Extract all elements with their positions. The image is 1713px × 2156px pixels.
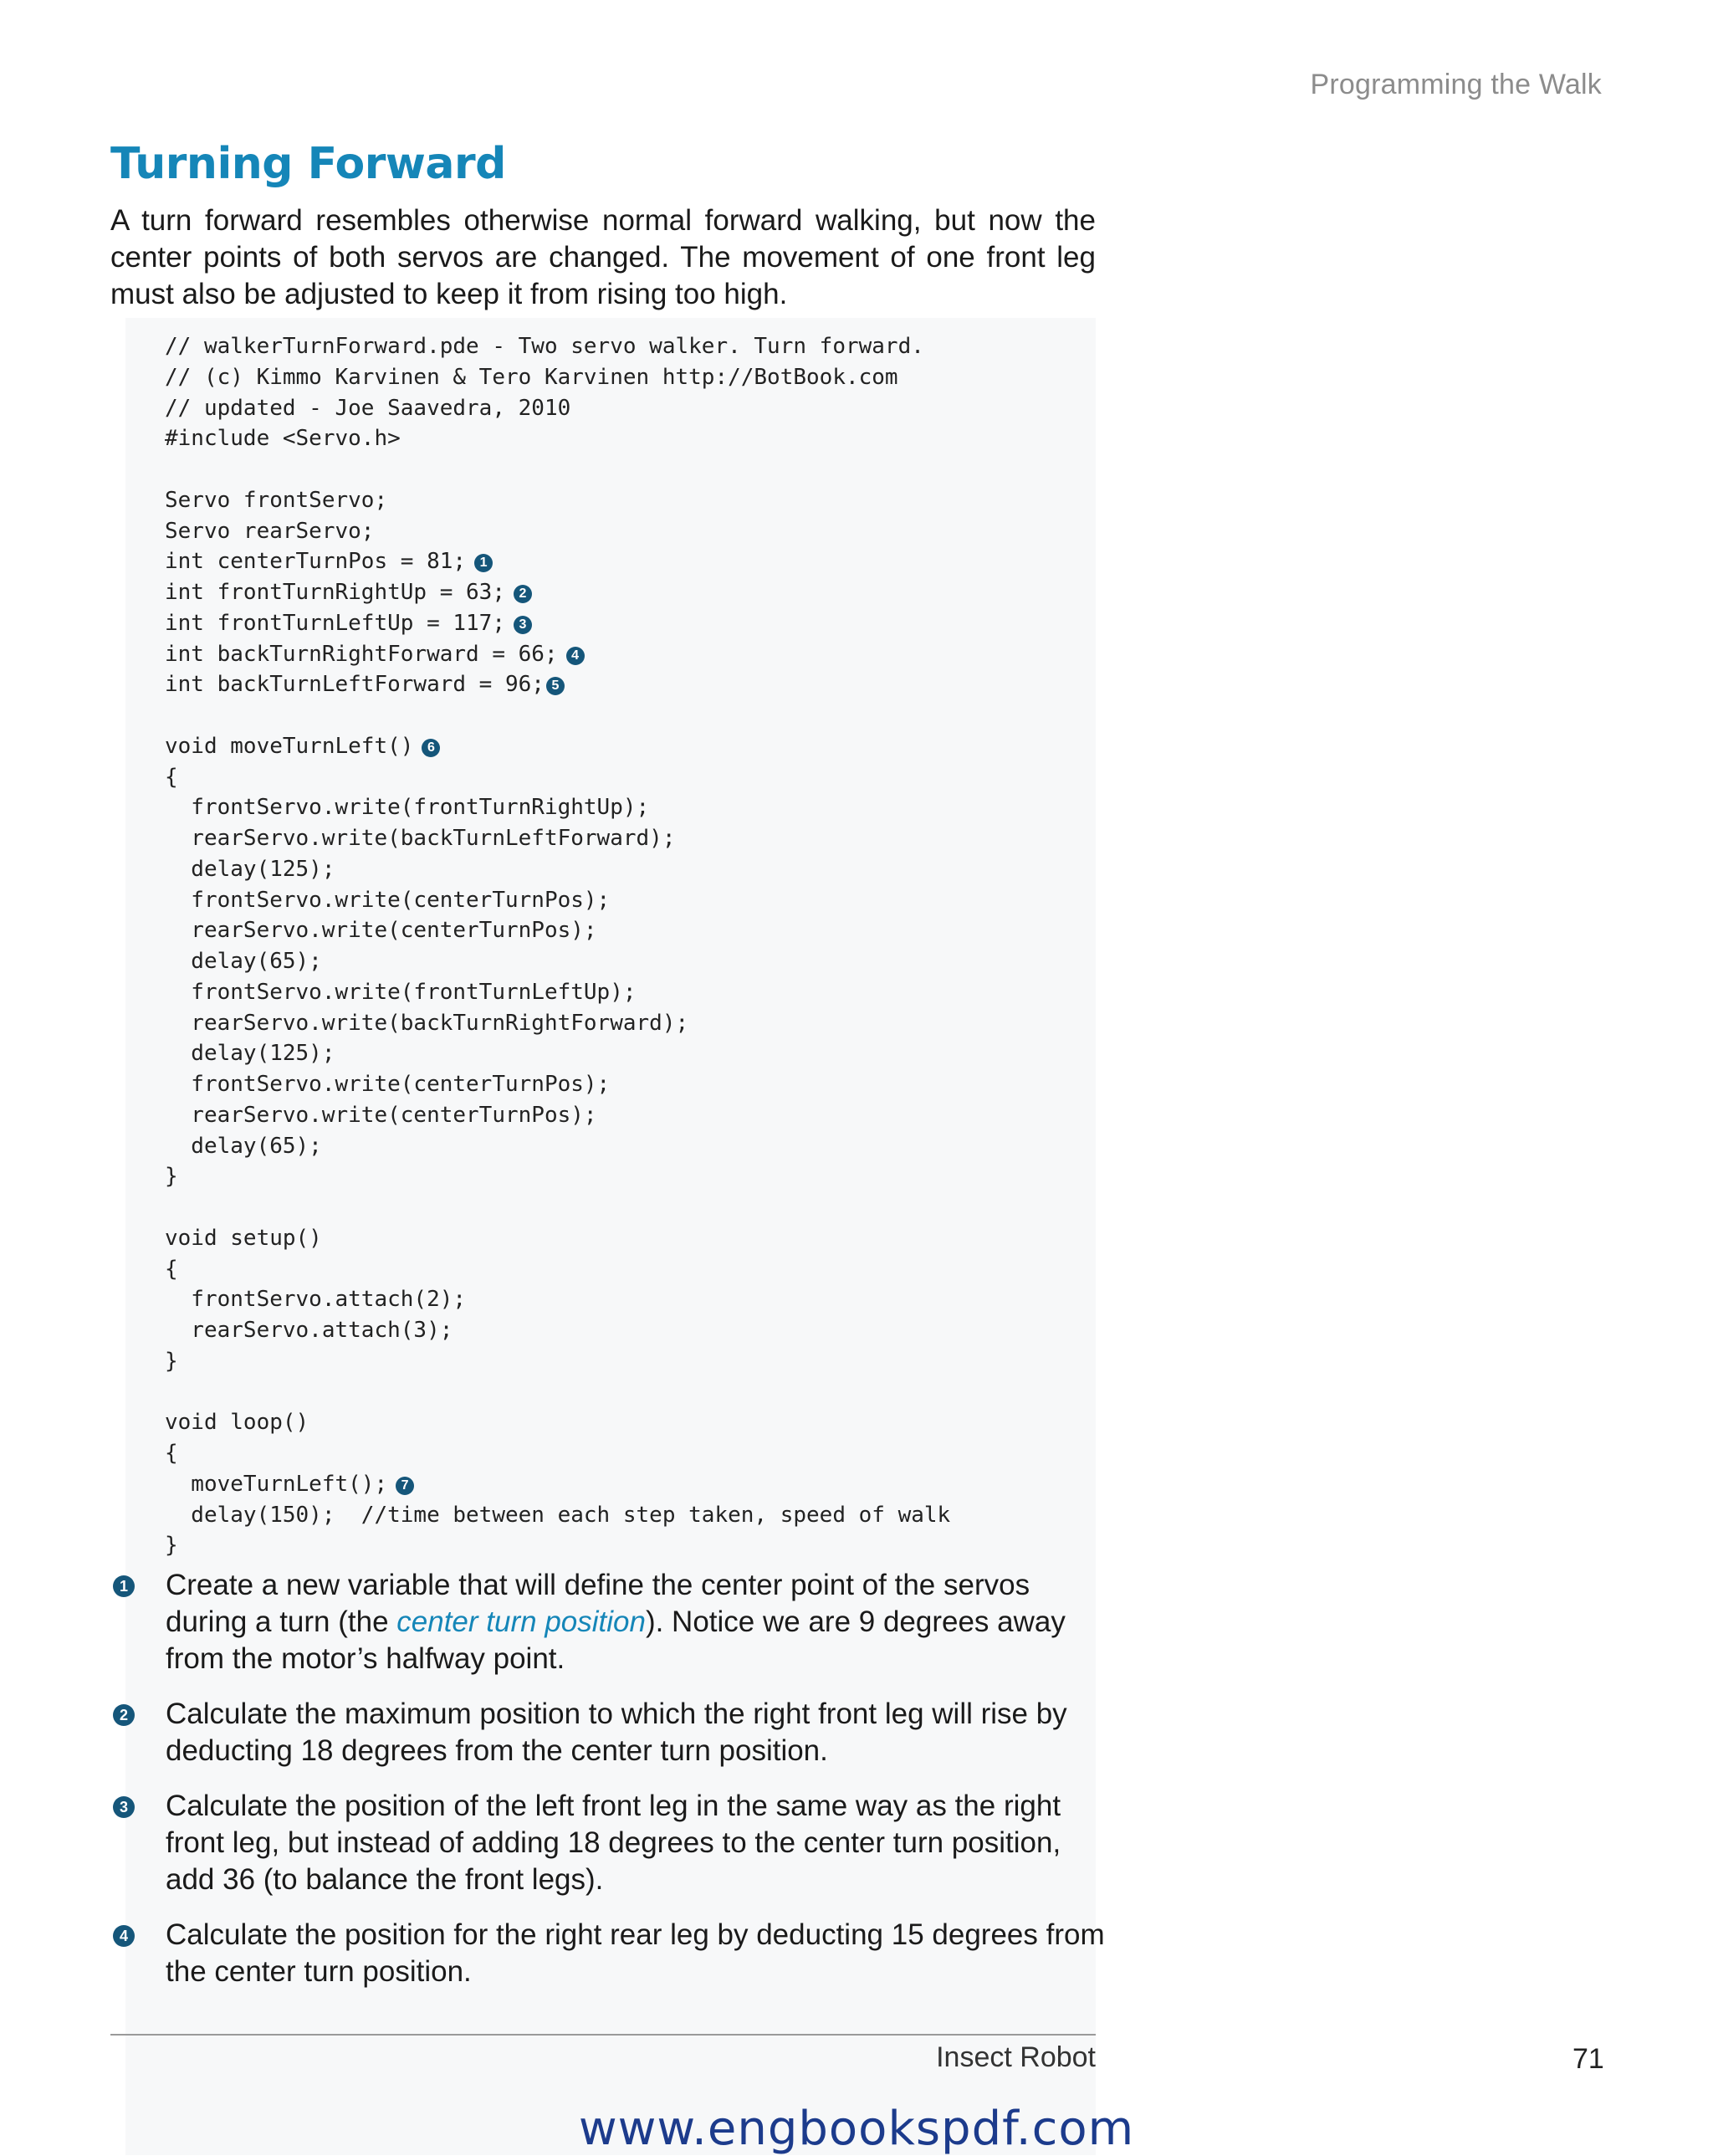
code-text: frontServo.write(centerTurnPos); [165, 1072, 611, 1097]
code-text: delay(65); [165, 949, 322, 974]
watermark-link[interactable]: www.engbookspdf.com [578, 2102, 1135, 2156]
code-text: int frontTurnLeftUp = 117; [165, 610, 505, 636]
code-line [165, 823, 950, 854]
code-line [165, 669, 950, 700]
code-line [165, 639, 950, 670]
annotation-text: Create a new variable that will define the center point of the servos during a turn (the [166, 1569, 1030, 1638]
code-line [165, 1500, 950, 1531]
code-text: delay(150); //time between each step taken, speed of walk [165, 1502, 951, 1528]
code-line [165, 1100, 950, 1131]
code-text: { [165, 1441, 178, 1466]
code-text: frontServo.attach(2); [165, 1287, 467, 1313]
code-line [165, 1192, 950, 1223]
code-text: void moveTurnLeft() [165, 733, 414, 759]
code-text: frontServo.write(frontTurnRightUp); [165, 795, 650, 821]
code-text: #include <Servo.h> [165, 426, 401, 452]
code-line [165, 454, 950, 485]
code-line [165, 1438, 950, 1469]
code-line [165, 516, 950, 547]
code-line [165, 1530, 950, 1561]
code-text: int backTurnRightForward = 66; [165, 641, 558, 667]
code-line [165, 1038, 950, 1069]
annotation-text: Calculate the maximum position to which the right front leg will rise by deducting 18 degrees from the center turn position. [166, 1698, 1067, 1767]
annotation-item [110, 1917, 1106, 1990]
intro-paragraph: A turn forward resembles otherwise normal forward walking, but now the center points of both servos are changed. The movement of one front leg must also be adjusted to keep it from rising too high. [110, 204, 1096, 310]
code-line [165, 977, 950, 1008]
callout-marker-icon: 2 [514, 585, 532, 603]
code-text: int frontTurnRightUp = 63; [165, 580, 505, 605]
code-line [165, 762, 950, 793]
code-text: } [165, 1164, 178, 1190]
code-line [165, 1008, 950, 1039]
code-text: rearServo.write(centerTurnPos); [165, 918, 597, 944]
code-text: rearServo.write(backTurnLeftForward); [165, 826, 676, 851]
code-text: Servo frontServo; [165, 487, 388, 513]
annotation-item [110, 1696, 1106, 1769]
code-text: delay(125); [165, 856, 335, 882]
footer-chapter-title: Insect Robot [936, 2041, 1096, 2073]
code-line [165, 608, 950, 639]
code-text: // (c) Kimmo Karvinen & Tero Karvinen http://BotBook.com [165, 364, 898, 390]
callout-marker-icon: 6 [422, 739, 440, 757]
annotation-item [110, 1788, 1106, 1898]
code-text: moveTurnLeft(); [165, 1471, 388, 1497]
code-text: delay(125); [165, 1041, 335, 1067]
code-text: int backTurnLeftForward = 96; [165, 672, 545, 698]
code-line [165, 946, 950, 977]
code-text: frontServo.write(frontTurnLeftUp); [165, 979, 637, 1005]
callout-marker-icon: 1 [113, 1575, 135, 1597]
code-text: void setup() [165, 1225, 322, 1251]
code-text: rearServo.write(centerTurnPos); [165, 1102, 597, 1128]
code-line [165, 393, 950, 424]
code-text: rearServo.write(backTurnRightForward); [165, 1010, 689, 1036]
code-line [165, 731, 950, 762]
annotation-text: Calculate the position of the left front leg in the same way as the right front leg, but instead of adding 18 degrees to the center turn position, add 36 (to balance the front legs). [166, 1790, 1061, 1896]
code-line [165, 1131, 950, 1162]
code-line [165, 1346, 950, 1377]
code-text: delay(65); [165, 1133, 322, 1159]
code-text: { [165, 764, 178, 790]
code-line [165, 577, 950, 608]
code-text: frontServo.write(centerTurnPos); [165, 887, 611, 913]
code-line [165, 1377, 950, 1408]
annotation-text: Calculate the position for the right rear leg by deducting 15 degrees from the center turn position. [166, 1918, 1105, 1988]
code-text: int centerTurnPos = 81; [165, 549, 467, 575]
code-text: // walkerTurnForward.pde - Two servo walker. Turn forward. [165, 334, 924, 359]
callout-marker-icon: 7 [396, 1477, 414, 1495]
section-title: Turning Forward [110, 139, 506, 189]
annotation-term: center turn position [396, 1605, 646, 1638]
page-number: 71 [1572, 2043, 1604, 2075]
callout-marker-icon: 3 [113, 1796, 135, 1818]
code-line [165, 1284, 950, 1315]
annotation-text: ). Notice we are 9 degrees away from the motor’s halfway point. [166, 1605, 1066, 1675]
code-line [165, 915, 950, 946]
code-text: } [165, 1348, 178, 1374]
callout-marker-icon: 2 [113, 1704, 135, 1726]
callout-marker-icon: 3 [514, 616, 532, 634]
code-line [165, 1469, 950, 1500]
code-line [165, 1069, 950, 1100]
callout-marker-icon: 4 [566, 647, 585, 665]
code-line [165, 1161, 950, 1192]
running-head: Programming the Walk [1310, 69, 1602, 100]
code-line [165, 854, 950, 885]
callout-marker-icon: 4 [113, 1925, 135, 1947]
annotation-item [110, 1567, 1106, 1677]
code-text: // updated - Joe Saavedra, 2010 [165, 395, 571, 421]
code-text: } [165, 1533, 178, 1559]
code-line [165, 700, 950, 731]
code-line [165, 546, 950, 577]
code-line [165, 485, 950, 516]
code-line [165, 1315, 950, 1346]
code-text: void loop() [165, 1410, 309, 1436]
code-line [165, 423, 950, 454]
code-line [165, 362, 950, 393]
code-line [165, 1407, 950, 1438]
code-text: { [165, 1256, 178, 1282]
code-line [165, 1254, 950, 1285]
code-listing [165, 331, 950, 1561]
code-line [165, 885, 950, 916]
code-line [165, 331, 950, 362]
code-line [165, 792, 950, 823]
code-line [165, 1223, 950, 1254]
footer-rule [110, 2034, 1096, 2036]
code-text: Servo rearServo; [165, 518, 375, 544]
annotation-list [110, 1567, 1106, 2009]
callout-marker-icon: 5 [546, 677, 565, 695]
callout-marker-icon: 1 [474, 554, 493, 572]
code-text: rearServo.attach(3); [165, 1318, 453, 1343]
